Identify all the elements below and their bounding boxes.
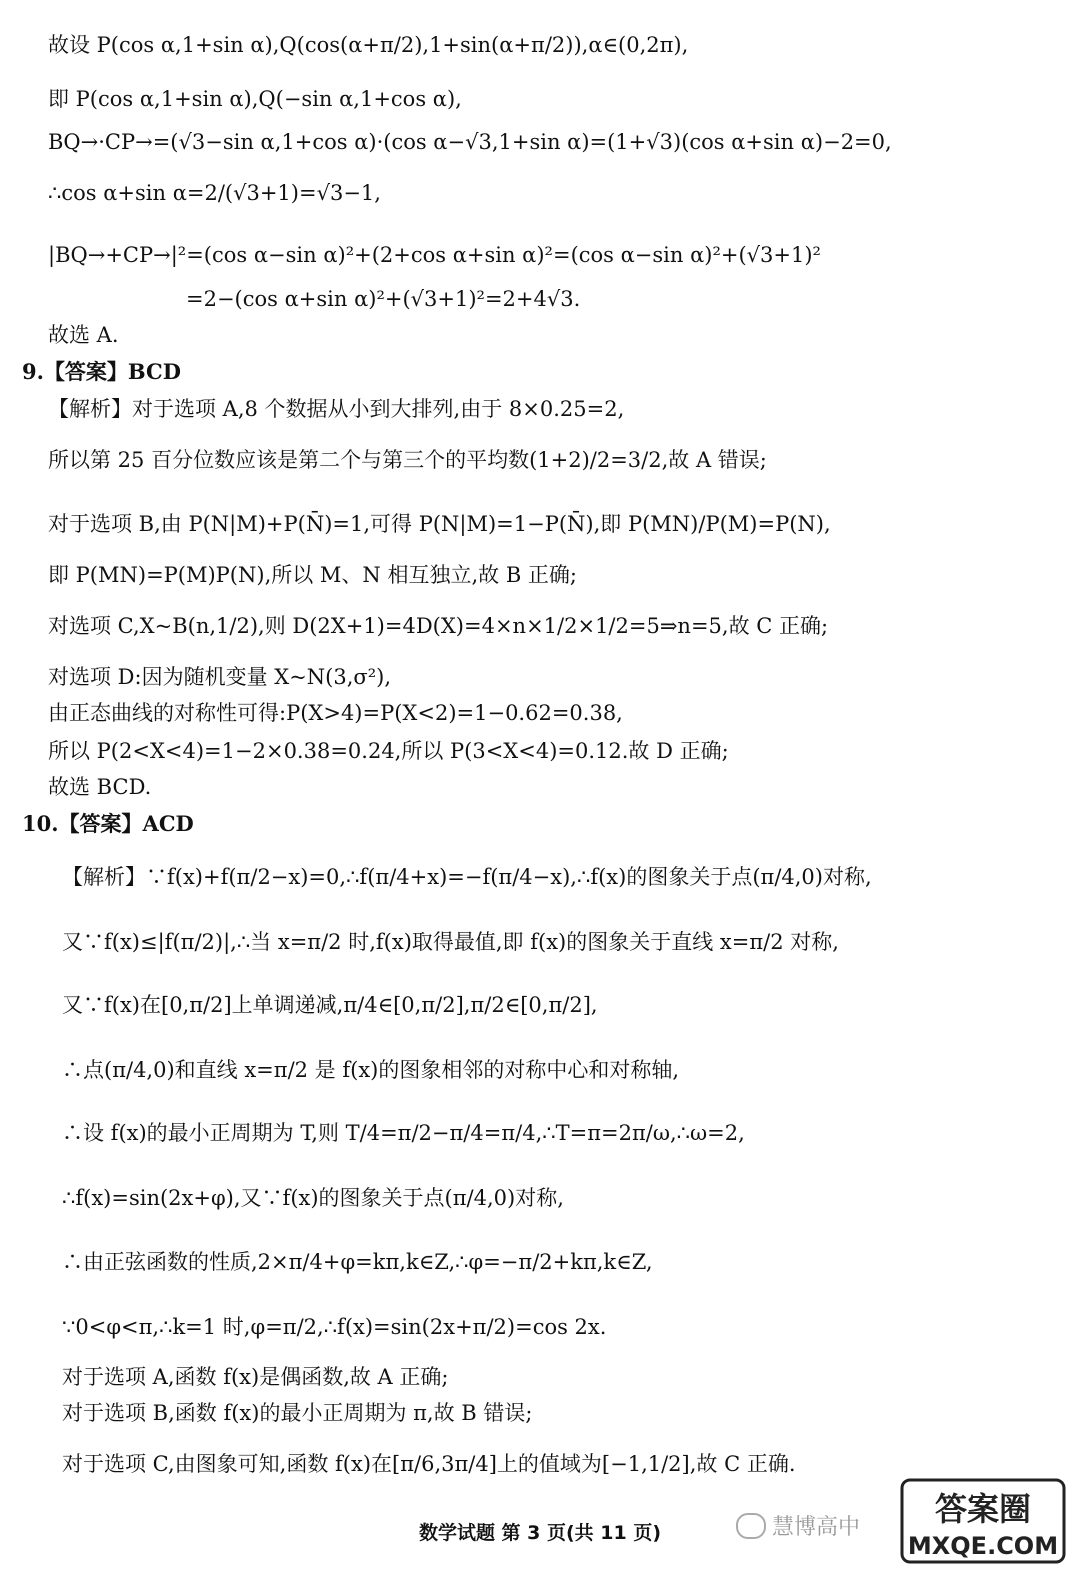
text-line: ∵0<φ<π,∴k=1 时,φ=π/2,∴f(x)=sin(2x+π/2)=cos 2x. xyxy=(62,1315,607,1339)
text-line: ∴由正弦函数的性质,2×π/4+φ=kπ,k∈Z,∴φ=−π/2+kπ,k∈Z, xyxy=(62,1250,653,1274)
text-line: 即 P(cos α,1+sin α),Q(−sin α,1+cos α), xyxy=(48,87,462,111)
text-line: BQ→·CP→=(√3−sin α,1+cos α)·(cos α−√3,1+sin α)=(1+√3)(cos α+sin α)−2=0, xyxy=(48,130,892,154)
text-line: 又∵f(x)≤|f(π/2)|,∴当 x=π/2 时,f(x)取得最值,即 f(x)的图象关于直线 x=π/2 对称, xyxy=(62,930,839,954)
text-line: 对于选项 B,函数 f(x)的最小正周期为 π,故 B 错误; xyxy=(62,1401,533,1425)
text-line: ∴点(π/4,0)和直线 x=π/2 是 f(x)的图象相邻的对称中心和对称轴, xyxy=(62,1058,680,1082)
text-line: ∴cos α+sin α=2/(√3+1)=√3−1, xyxy=(48,181,381,205)
page-footer: 数学试题 第 3 页(共 11 页) xyxy=(418,1522,662,1544)
text-line: 对选项 D:因为随机变量 X~N(3,σ²), xyxy=(48,665,392,689)
logo-text-bottom: MXQE.COM xyxy=(907,1532,1059,1560)
text-line: 对于选项 C,由图象可知,函数 f(x)在[π/6,3π/4]上的值域为[−1,1/2],故 C 正确. xyxy=(62,1452,796,1476)
answer-heading-10: 10.【答案】ACD xyxy=(22,811,194,836)
text-line: 由正态曲线的对称性可得:P(X>4)=P(X<2)=1−0.62=0.38, xyxy=(48,701,623,725)
logo-text-top: 答案圈 xyxy=(934,1490,1032,1528)
text-line: 【解析】∵f(x)+f(π/2−x)=0,∴f(π/4+x)=−f(π/4−x),∴f(x)的图象关于点(π/4,0)对称, xyxy=(62,865,872,889)
text-line: =2−(cos α+sin α)²+(√3+1)²=2+4√3. xyxy=(186,287,581,311)
answer-heading-9: 9.【答案】BCD xyxy=(22,359,181,384)
text-line: 对于选项 B,由 P(N|M)+P(N̄)=1,可得 P(N|M)=1−P(N̄),即 P(MN)/P(M)=P(N), xyxy=(48,512,831,536)
text-line: ∴设 f(x)的最小正周期为 T,则 T/4=π/2−π/4=π/4,∴T=π=2π/ω,∴ω=2, xyxy=(62,1121,745,1145)
text-line: 故选 BCD. xyxy=(48,775,152,799)
text-line: 故选 A. xyxy=(48,323,119,347)
watermark-text: 慧博高中 xyxy=(772,1515,861,1540)
text-line: 即 P(MN)=P(M)P(N),所以 M、N 相互独立,故 B 正确; xyxy=(48,563,578,587)
text-line: 故设 P(cos α,1+sin α),Q(cos(α+π/2),1+sin(α+π/2)),α∈(0,2π), xyxy=(48,33,689,57)
text-line: 又∵f(x)在[0,π/2]上单调递减,π/4∈[0,π/2],π/2∈[0,π/2], xyxy=(62,993,598,1017)
text-line: 所以 P(2<X<4)=1−2×0.38=0.24,所以 P(3<X<4)=0.12.故 D 正确; xyxy=(48,739,729,763)
text-line: 【解析】对于选项 A,8 个数据从小到大排列,由于 8×0.25=2, xyxy=(48,397,625,421)
text-line: 所以第 25 百分位数应该是第二个与第三个的平均数(1+2)/2=3/2,故 A 错误; xyxy=(48,448,767,472)
site-logo xyxy=(898,1476,1068,1566)
text-line: |BQ→+CP→|²=(cos α−sin α)²+(2+cos α+sin α)²=(cos α−sin α)²+(√3+1)² xyxy=(48,243,821,267)
text-line: 对于选项 A,函数 f(x)是偶函数,故 A 正确; xyxy=(62,1365,449,1389)
text-line: ∴f(x)=sin(2x+φ),又∵f(x)的图象关于点(π/4,0)对称, xyxy=(62,1186,564,1210)
text-line: 对选项 C,X~B(n,1/2),则 D(2X+1)=4D(X)=4×n×1/2×1/2=5⇒n=5,故 C 正确; xyxy=(48,614,829,638)
